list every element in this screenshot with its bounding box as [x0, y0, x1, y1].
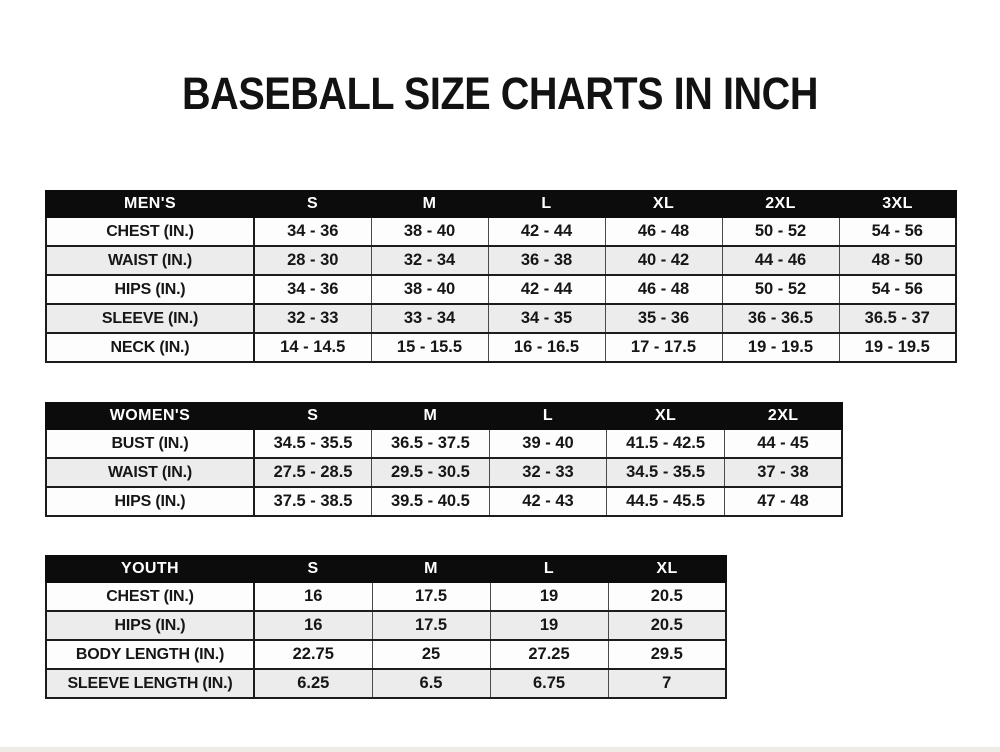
- size-value-cell: 36.5 - 37.5: [372, 429, 490, 458]
- size-value-cell: 40 - 42: [605, 246, 722, 275]
- size-column-header: XL: [605, 191, 722, 217]
- size-value-cell: 44.5 - 45.5: [607, 487, 725, 516]
- size-value-cell: 29.5: [608, 640, 726, 669]
- size-column-header: L: [488, 191, 605, 217]
- size-value-cell: 25: [372, 640, 490, 669]
- size-value-cell: 28 - 30: [254, 246, 371, 275]
- table-row: [46, 275, 956, 304]
- size-value-cell: 34 - 35: [488, 304, 605, 333]
- size-value-cell: 17.5: [372, 611, 490, 640]
- measurement-label-cell: BODY LENGTH (IN.): [46, 640, 254, 669]
- size-column-header: M: [371, 191, 488, 217]
- table-header-row: [46, 403, 842, 429]
- size-value-cell: 22.75: [254, 640, 372, 669]
- size-value-cell: 19: [490, 582, 608, 611]
- size-column-header: XL: [608, 556, 726, 582]
- measurement-label-cell: HIPS (IN.): [46, 611, 254, 640]
- size-value-cell: 36 - 38: [488, 246, 605, 275]
- size-column-header: L: [490, 556, 608, 582]
- size-value-cell: 32 - 33: [254, 304, 371, 333]
- size-value-cell: 16: [254, 611, 372, 640]
- size-value-cell: 27.25: [490, 640, 608, 669]
- size-value-cell: 6.25: [254, 669, 372, 698]
- scan-edge-artifact: [0, 747, 1000, 752]
- mens-size-table: [45, 190, 957, 363]
- size-value-cell: 16 - 16.5: [488, 333, 605, 362]
- size-column-header: S: [254, 556, 372, 582]
- table-title-cell: WOMEN'S: [46, 403, 254, 429]
- size-value-cell: 44 - 46: [722, 246, 839, 275]
- size-column-header: L: [489, 403, 607, 429]
- size-value-cell: 20.5: [608, 582, 726, 611]
- womens-size-table: [45, 402, 843, 517]
- table-row: [46, 669, 726, 698]
- size-value-cell: 38 - 40: [371, 275, 488, 304]
- measurement-label-cell: SLEEVE LENGTH (IN.): [46, 669, 254, 698]
- measurement-label-cell: NECK (IN.): [46, 333, 254, 362]
- size-column-header: 2XL: [722, 191, 839, 217]
- table-title-cell: YOUTH: [46, 556, 254, 582]
- table-title-cell: MEN'S: [46, 191, 254, 217]
- size-value-cell: 16: [254, 582, 372, 611]
- size-value-cell: 39.5 - 40.5: [372, 487, 490, 516]
- size-value-cell: 29.5 - 30.5: [372, 458, 490, 487]
- size-value-cell: 33 - 34: [371, 304, 488, 333]
- size-value-cell: 6.75: [490, 669, 608, 698]
- measurement-label-cell: CHEST (IN.): [46, 582, 254, 611]
- size-column-header: 3XL: [839, 191, 956, 217]
- table-row: [46, 333, 956, 362]
- size-value-cell: 47 - 48: [724, 487, 842, 516]
- table-row: [46, 304, 956, 333]
- size-value-cell: 44 - 45: [724, 429, 842, 458]
- table-row: [46, 582, 726, 611]
- size-value-cell: 36.5 - 37: [839, 304, 956, 333]
- measurement-label-cell: SLEEVE (IN.): [46, 304, 254, 333]
- size-value-cell: 54 - 56: [839, 217, 956, 246]
- size-value-cell: 41.5 - 42.5: [607, 429, 725, 458]
- measurement-label-cell: HIPS (IN.): [46, 275, 254, 304]
- size-value-cell: 34 - 36: [254, 217, 371, 246]
- measurement-label-cell: HIPS (IN.): [46, 487, 254, 516]
- size-column-header: 2XL: [724, 403, 842, 429]
- size-value-cell: 46 - 48: [605, 275, 722, 304]
- size-value-cell: 34 - 36: [254, 275, 371, 304]
- size-value-cell: 37 - 38: [724, 458, 842, 487]
- size-value-cell: 34.5 - 35.5: [607, 458, 725, 487]
- table-row: [46, 640, 726, 669]
- size-value-cell: 54 - 56: [839, 275, 956, 304]
- size-value-cell: 42 - 44: [488, 217, 605, 246]
- size-value-cell: 19 - 19.5: [722, 333, 839, 362]
- measurement-label-cell: WAIST (IN.): [46, 458, 254, 487]
- size-value-cell: 48 - 50: [839, 246, 956, 275]
- size-value-cell: 19: [490, 611, 608, 640]
- size-column-header: M: [372, 556, 490, 582]
- size-value-cell: 36 - 36.5: [722, 304, 839, 333]
- measurement-label-cell: CHEST (IN.): [46, 217, 254, 246]
- size-value-cell: 15 - 15.5: [371, 333, 488, 362]
- size-value-cell: 6.5: [372, 669, 490, 698]
- table-row: [46, 487, 842, 516]
- table-row: [46, 458, 842, 487]
- size-value-cell: 32 - 33: [489, 458, 607, 487]
- size-value-cell: 46 - 48: [605, 217, 722, 246]
- youth-size-table: [45, 555, 727, 699]
- size-value-cell: 17 - 17.5: [605, 333, 722, 362]
- size-value-cell: 20.5: [608, 611, 726, 640]
- size-value-cell: 38 - 40: [371, 217, 488, 246]
- table-row: [46, 246, 956, 275]
- table-row: [46, 217, 956, 246]
- size-value-cell: 42 - 44: [488, 275, 605, 304]
- size-value-cell: 17.5: [372, 582, 490, 611]
- measurement-label-cell: WAIST (IN.): [46, 246, 254, 275]
- size-value-cell: 32 - 34: [371, 246, 488, 275]
- table-header-row: [46, 191, 956, 217]
- size-column-header: S: [254, 403, 372, 429]
- size-column-header: XL: [607, 403, 725, 429]
- page-title: BASEBALL SIZE CHARTS IN INCH: [182, 68, 818, 119]
- measurement-label-cell: BUST (IN.): [46, 429, 254, 458]
- size-value-cell: 42 - 43: [489, 487, 607, 516]
- size-column-header: M: [372, 403, 490, 429]
- size-value-cell: 37.5 - 38.5: [254, 487, 372, 516]
- table-row: [46, 429, 842, 458]
- size-value-cell: 7: [608, 669, 726, 698]
- size-value-cell: 39 - 40: [489, 429, 607, 458]
- size-value-cell: 19 - 19.5: [839, 333, 956, 362]
- size-value-cell: 14 - 14.5: [254, 333, 371, 362]
- size-value-cell: 27.5 - 28.5: [254, 458, 372, 487]
- size-value-cell: 34.5 - 35.5: [254, 429, 372, 458]
- size-value-cell: 50 - 52: [722, 275, 839, 304]
- size-value-cell: 35 - 36: [605, 304, 722, 333]
- size-column-header: S: [254, 191, 371, 217]
- size-value-cell: 50 - 52: [722, 217, 839, 246]
- table-header-row: [46, 556, 726, 582]
- table-row: [46, 611, 726, 640]
